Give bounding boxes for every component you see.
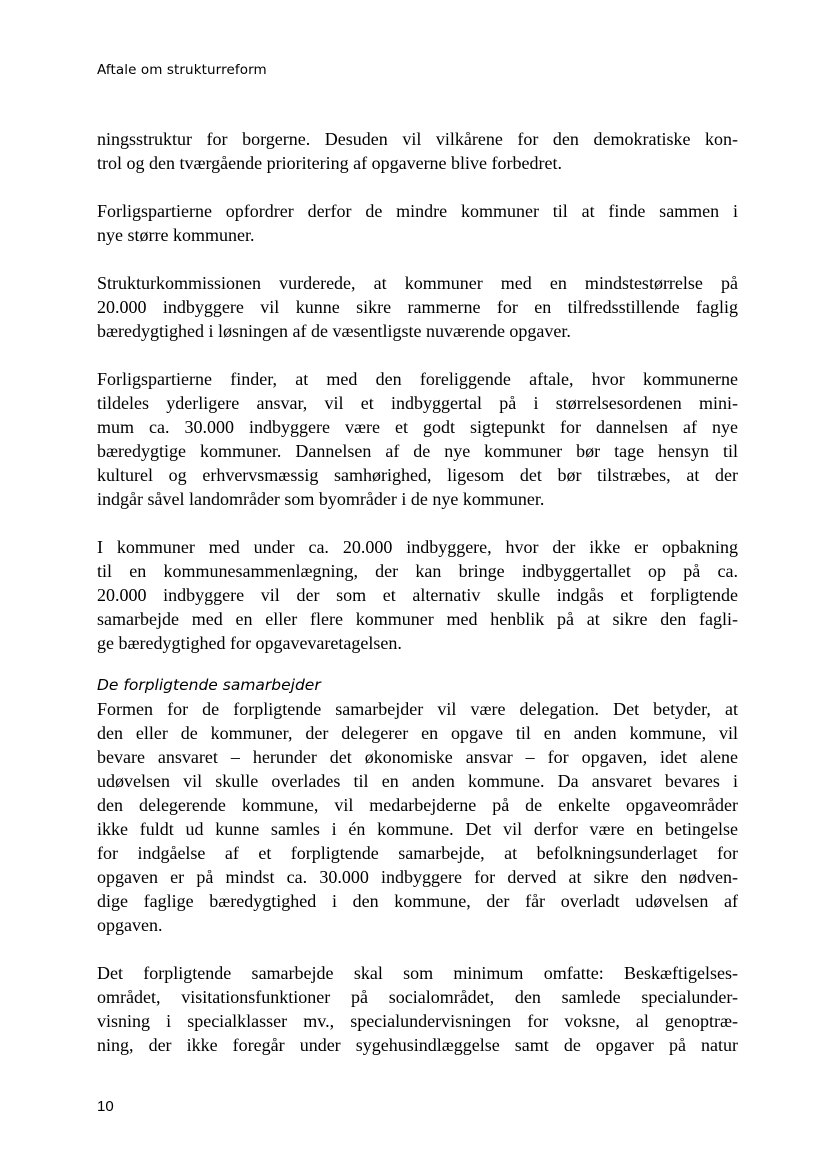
text-line: opgaven er på mindst ca. 30.000 indbyggere for derved at sikre den nødven- — [97, 867, 738, 887]
text-line: den delegerende kommune, vil medarbejderne på de enkelte opgaveområder — [97, 795, 738, 815]
text-line: Strukturkommissionen vurderede, at kommuner med en mindstestørrelse på — [97, 273, 738, 293]
paragraph — [97, 367, 738, 511]
paragraph — [97, 697, 738, 937]
paragraph — [97, 127, 738, 175]
text-line: mum ca. 30.000 indbyggere være et godt sigtepunkt for dannelsen af nye — [97, 417, 738, 437]
text-line: Forligspartierne opfordrer derfor de mindre kommuner til at finde sammen i — [97, 201, 738, 221]
text-line: Forligspartierne finder, at med den foreliggende aftale, hvor kommunerne — [97, 369, 738, 389]
text-line: samarbejde med en eller flere kommuner med henblik på at sikre den fagli- — [97, 609, 738, 629]
text-line: for indgåelse af et forpligtende samarbejde, at befolkningsunderlaget for — [97, 843, 738, 863]
section-heading: De forpligtende samarbejder — [97, 676, 321, 694]
text-line: ge bæredygtighed for opgavevaretagelsen. — [97, 633, 402, 653]
text-line: området, visitationsfunktioner på socialområdet, den samlede specialunder- — [97, 987, 738, 1007]
paragraph — [97, 961, 738, 1057]
text-line: bevare ansvaret – herunder det økonomiske ansvar – for opgaven, idet alene — [97, 747, 738, 767]
text-line: I kommuner med under ca. 20.000 indbyggere, hvor der ikke er opbakning — [97, 537, 738, 557]
text-line: ikke fuldt ud kunne samles i én kommune. Det vil derfor være en betingelse — [97, 819, 738, 839]
text-line: kulturel og erhvervsmæssig samhørighed, ligesom det bør tilstræbes, at der — [97, 465, 738, 485]
paragraph — [97, 535, 738, 655]
text-line: visning i specialklasser mv., specialundervisningen for voksne, al genoptræ- — [97, 1011, 738, 1031]
text-line: til en kommunesammenlægning, der kan bringe indbyggertallet op på ca. — [97, 561, 738, 581]
text-line: dige faglige bæredygtighed i den kommune, der får overladt udøvelsen af — [97, 891, 738, 911]
paragraph — [97, 271, 738, 343]
text-line: nye større kommuner. — [97, 225, 255, 245]
text-line: 20.000 indbyggere vil der som et alternativ skulle indgås et forpligtende — [97, 585, 738, 605]
text-line: trol og den tværgående prioritering af opgaverne blive forbedret. — [97, 153, 563, 173]
text-line: 20.000 indbyggere vil kunne sikre rammerne for en tilfredsstillende faglig — [97, 297, 738, 317]
text-line: indgår såvel landområder som byområder i de nye kommuner. — [97, 489, 545, 509]
page-number: 10 — [97, 1098, 114, 1115]
paragraph — [97, 199, 738, 247]
text-line: tildeles yderligere ansvar, vil et indbyggertal på i størrelsesordenen mini- — [97, 393, 738, 413]
text-line: ning, der ikke foregår under sygehusindlæggelse samt de opgaver på natur — [97, 1035, 738, 1055]
text-line: den eller de kommuner, der delegerer en opgave til en anden kommune, vil — [97, 723, 738, 743]
text-line: Det forpligtende samarbejde skal som minimum omfatte: Beskæftigelses- — [97, 963, 738, 983]
running-header: Aftale om strukturreform — [97, 62, 267, 78]
text-line: udøvelsen vil skulle overlades til en anden kommune. Da ansvaret bevares i — [97, 771, 738, 791]
text-line: opgaven. — [97, 915, 163, 935]
text-line: ningsstruktur for borgerne. Desuden vil vilkårene for den demokratiske kon- — [97, 129, 738, 149]
text-line: Formen for de forpligtende samarbejder vil være delegation. Det betyder, at — [97, 699, 738, 719]
text-line: bæredygtige kommuner. Dannelsen af de nye kommuner bør tage hensyn til — [97, 441, 738, 461]
body-text — [97, 127, 738, 1081]
text-line: bæredygtighed i løsningen af de væsentligste nuværende opgaver. — [97, 321, 571, 341]
